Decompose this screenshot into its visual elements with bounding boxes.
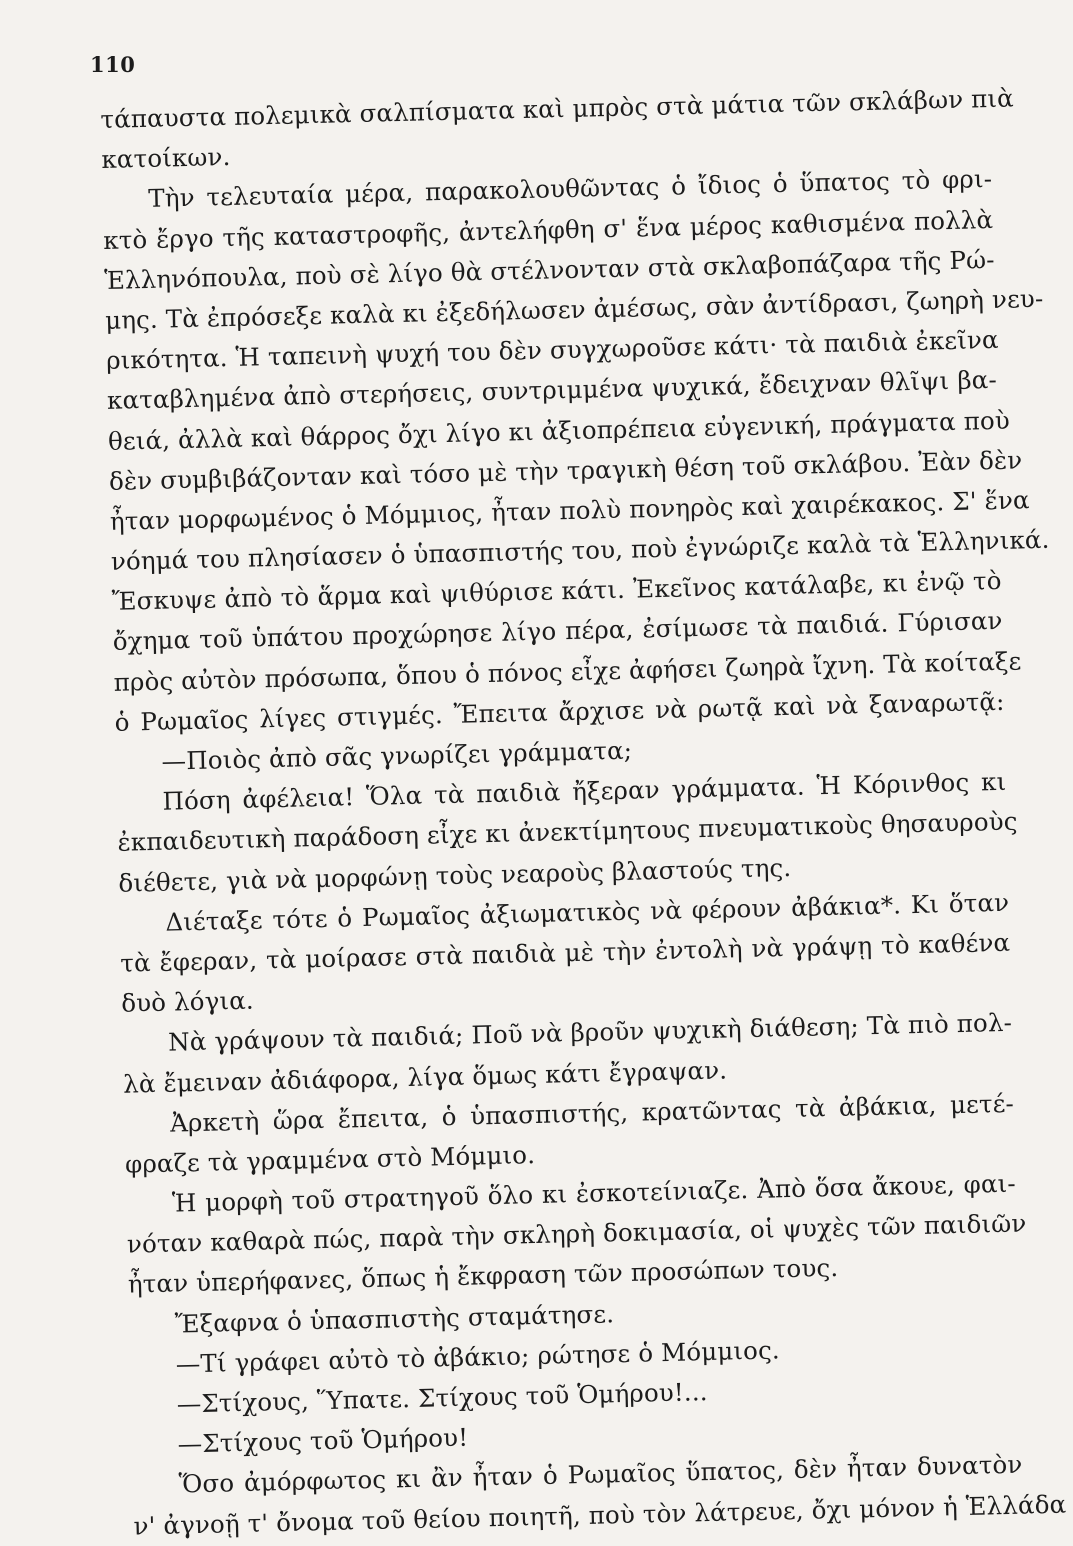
text-line: δυὸ λόγια. <box>120 985 255 1018</box>
text-line: Ἔξαφνα ὁ ὑπασπιστὴς σταμάτησε. <box>174 1298 615 1339</box>
text-line: Ἔσκυψε ἀπὸ τὸ ἅρμα καὶ ψιθύρισε κάτι. Ἐκεῖνος κατάλαβε, κι ἐνῷ τὸ <box>111 566 1002 617</box>
text-line: Διέταξε τότε ὁ Ρωμαῖος ἀξιωματικὸς νὰ φέρουν ἀβάκια*. Κι ὅταν <box>165 887 1010 937</box>
text-line: μης. Τὰ ἐπρόσεξε καλὰ κι ἐξεδήλωσεν ἀμέσως, σὰν ἀντίδρασι, ζωηρὴ νευ- <box>104 283 1044 335</box>
text-line: —Ποιὸς ἀπὸ σᾶς γνωρίζει γράμματα; <box>161 735 633 776</box>
text-line: —Στίχους, Ὕπατε. Στίχους τοῦ Ὁμήρου!... <box>176 1377 708 1419</box>
text-line: νόταν καθαρὰ πώς, παρὰ τὴν σκληρὴ δοκιμασία, οἱ ψυχὲς τῶν παιδιῶν <box>126 1208 1027 1259</box>
text-line: ὄχημα τοῦ ὑπάτου προχώρησε λίγο πέρα, ἐσίμωσε τὰ παιδιά. Γύρισαν <box>112 606 1003 657</box>
text-line: ρικότητα. Ἡ ταπεινὴ ψυχή του δὲν συγχωροῦσε κάτι· τὰ παιδιὰ ἐκεῖνα <box>105 325 1000 376</box>
text-line: φραζε τὰ γραμμένα στὸ Μόμμιο. <box>124 1139 536 1179</box>
text-line: Πόση ἀφέλεια! Ὅλα τὰ παιδιὰ ἤξεραν γράμματα. Ἡ Κόρινθος κι <box>162 767 1007 816</box>
text-line: διέθετε, γιὰ νὰ μορφώνῃ τοὺς νεαροὺς βλαστούς της. <box>118 852 792 898</box>
text-line: τὰ ἔφεραν, τὰ μοίρασε στὰ παιδιὰ μὲ τὴν ἐντολὴ νὰ γράψῃ τὸ καθένα <box>120 927 1011 978</box>
text-line: —Τί γράφει αὐτὸ τὸ ἀβάκιο; ρώτησε ὁ Μόμμιος. <box>175 1335 781 1379</box>
text-line: ἐκπαιδευτικὴ παράδοση εἶχε κι ἀνεκτίμητους πνευματικοὺς θησαυροὺς <box>117 806 1018 858</box>
text-line: κτὸ ἔργο τῆς καταστροφῆς, ἀντελήφθη σ' ἕνα μέρος καθισμένα πολλὰ <box>102 204 994 255</box>
text-line: πρὸς αὐτὸν πρόσωπα, ὅπου ὁ πόνος εἶχε ἀφήσει ζωηρὰ ἴχνη. Τὰ κοίταξε <box>113 646 1022 697</box>
text-line: Τὴν τελευταία μέρα, παρακολουθῶντας ὁ ἴδιος ὁ ὕπατος τὸ φρι- <box>147 164 993 214</box>
page-number: 110 <box>90 52 136 77</box>
text-line: Ἀρκετὴ ὥρα ἔπειτα, ὁ ὑπασπιστής, κρατῶντας τὰ ἀβάκια, μετέ- <box>169 1088 1015 1138</box>
body-text <box>100 79 1067 1546</box>
text-line: —Στίχους τοῦ Ὁμήρου! <box>177 1422 469 1459</box>
text-line: ἦταν μορφωμένος ὁ Μόμμιος, ἦταν πολὺ πονηρὸς καὶ χαιρέκακος. Σ' ἕνα <box>109 485 1030 536</box>
text-line: Ὅσο ἀμόρφωτος κι ἂν ἦταν ὁ Ρωμαῖος ὕπατος, δὲν ἦταν δυνατὸν <box>178 1450 1023 1499</box>
text-line: Ἡ μορφὴ τοῦ στρατηγοῦ ὅλο κι ἐσκοτείνιαζε. Ἀπὸ ὅσα ἄκουε, φαι- <box>171 1168 1017 1218</box>
text-line: Νὰ γράψουν τὰ παιδιά; Ποῦ νὰ βροῦν ψυχικὴ διάθεση; Τὰ πιὸ πολ- <box>167 1008 1013 1057</box>
text-line: Ἑλληνόπουλα, ποὺ σὲ λίγο θὰ στέλνονταν στὰ σκλαβοπάζαρα τῆς Ρώ- <box>103 244 995 295</box>
text-line: κατοίκων. <box>101 142 231 175</box>
text-line: τάπαυστα πολεμικὰ σαλπίσματα καὶ μπρὸς στὰ μάτια τῶν σκλάβων πιὰ <box>100 83 1015 134</box>
text-line: δὲν συμβιβάζονταν καὶ τόσο μὲ τὴν τραγικὴ θέση τοῦ σκλάβου. Ἐὰν δὲν <box>108 445 1023 496</box>
text-line: ν' ἀγνοῇ τ' ὄνομα τοῦ θείου ποιητῆ, ποὺ τὸν λάτρευε, ὄχι μόνον ἡ Ἑλλάδα <box>133 1489 1067 1541</box>
text-line: νόημά του πλησίασεν ὁ ὑπασπιστής του, ποὺ ἐγνώριζε καλὰ τὰ Ἑλληνικά. <box>110 524 1050 576</box>
text-line: καταβλημένα ἀπὸ στερήσεις, συντριμμένα ψυχικά, ἔδειχναν θλῖψι βα- <box>106 365 998 416</box>
text-line: ὁ Ρωμαῖος λίγες στιγμές. Ἔπειτα ἄρχισε νὰ ρωτᾷ καὶ νὰ ξαναρωτᾷ: <box>114 686 1005 737</box>
text-line: θειά, ἀλλὰ καὶ θάρρος ὄχι λίγο κι ἀξιοπρέπεια εὐγενική, πράγματα ποὺ <box>107 405 1011 456</box>
text-line: λὰ ἔμειναν ἀδιάφορα, λίγα ὅμως κάτι ἔγραψαν. <box>122 1054 728 1099</box>
text-line: ἦταν ὑπερήφανες, ὅπως ἡ ἔκφραση τῶν προσώπων τους. <box>127 1253 839 1300</box>
